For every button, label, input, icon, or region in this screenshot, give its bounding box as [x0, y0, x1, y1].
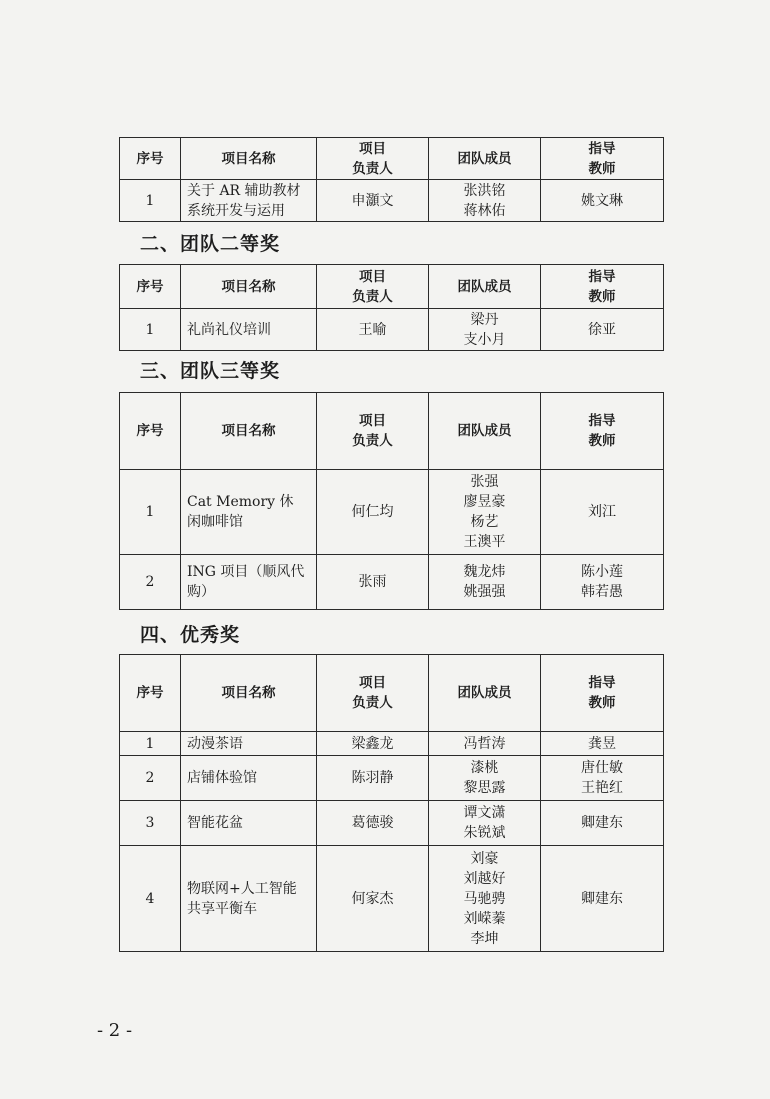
- cell-advisor: 唐仕敏 王艳红: [541, 756, 664, 801]
- cell-advisor: 徐亚: [541, 309, 664, 351]
- cell-advisor: 刘江: [541, 470, 664, 555]
- table-header-row: [120, 655, 664, 732]
- cell-project-name: 关于 AR 辅助教材 系统开发与运用: [181, 180, 317, 222]
- cell-index: 1: [120, 309, 181, 351]
- cell-project-name: 动漫茶语: [181, 732, 317, 756]
- header-index: 序号: [120, 265, 181, 309]
- cell-members: 谭文潇 朱锐斌: [429, 801, 541, 846]
- header-index: 序号: [120, 393, 181, 470]
- cell-leader: 陈羽静: [317, 756, 429, 801]
- third-prize-table: [119, 392, 664, 610]
- header-project-name: 项目名称: [181, 265, 317, 309]
- cell-advisor: 陈小莲 韩若愚: [541, 555, 664, 610]
- cell-index: 3: [120, 801, 181, 846]
- header-project-name: 项目名称: [181, 393, 317, 470]
- cell-project-name: 智能花盆: [181, 801, 317, 846]
- cell-project-name: 店铺体验馆: [181, 756, 317, 801]
- header-members: 团队成员: [429, 265, 541, 309]
- header-advisor: 指导 教师: [541, 393, 664, 470]
- table-header-row: [120, 265, 664, 309]
- cell-leader: 何家杰: [317, 846, 429, 952]
- cell-project-name: ING 项目（顺风代 购）: [181, 555, 317, 610]
- cell-members: 张强 廖昱豪 杨艺 王澳平: [429, 470, 541, 555]
- table-header-row: [120, 393, 664, 470]
- header-leader: 项目 负责人: [317, 265, 429, 309]
- cell-project-name: Cat Memory 休 闲咖啡馆: [181, 470, 317, 555]
- table-row: [120, 555, 664, 610]
- first-prize-table: [119, 137, 664, 222]
- cell-index: 1: [120, 470, 181, 555]
- table-row: [120, 732, 664, 756]
- header-project-name: 项目名称: [181, 138, 317, 180]
- cell-advisor: 卿建东: [541, 846, 664, 952]
- table-row: [120, 470, 664, 555]
- header-members: 团队成员: [429, 393, 541, 470]
- cell-leader: 张雨: [317, 555, 429, 610]
- cell-project-name: 礼尚礼仪培训: [181, 309, 317, 351]
- cell-index: 1: [120, 732, 181, 756]
- table-row: [120, 756, 664, 801]
- header-advisor: 指导 教师: [541, 265, 664, 309]
- cell-members: 梁丹 支小月: [429, 309, 541, 351]
- cell-members: 刘豪 刘越好 马驰骋 刘嵘蓁 李坤: [429, 846, 541, 952]
- header-leader: 项目 负责人: [317, 393, 429, 470]
- cell-leader: 申灝文: [317, 180, 429, 222]
- cell-leader: 何仁均: [317, 470, 429, 555]
- second-prize-table: [119, 264, 664, 351]
- cell-members: 魏龙炜 姚强强: [429, 555, 541, 610]
- section-title-excellence-award: 四、优秀奖: [140, 624, 241, 646]
- section-title-third-prize: 三、团队三等奖: [140, 360, 281, 382]
- cell-leader: 葛德骏: [317, 801, 429, 846]
- header-members: 团队成员: [429, 138, 541, 180]
- cell-members: 漆桃 黎思露: [429, 756, 541, 801]
- header-project-name: 项目名称: [181, 655, 317, 732]
- cell-members: 张洪铭 蒋林佑: [429, 180, 541, 222]
- cell-index: 4: [120, 846, 181, 952]
- header-members: 团队成员: [429, 655, 541, 732]
- cell-leader: 王喻: [317, 309, 429, 351]
- cell-index: 1: [120, 180, 181, 222]
- cell-index: 2: [120, 555, 181, 610]
- table-row: [120, 801, 664, 846]
- page-number: - 2 -: [97, 1020, 133, 1041]
- section-title-second-prize: 二、团队二等奖: [140, 233, 281, 255]
- header-advisor: 指导 教师: [541, 138, 664, 180]
- header-leader: 项目 负责人: [317, 138, 429, 180]
- cell-advisor: 姚文琳: [541, 180, 664, 222]
- cell-advisor: 龚昱: [541, 732, 664, 756]
- cell-advisor: 卿建东: [541, 801, 664, 846]
- table-row: [120, 846, 664, 952]
- table-row: [120, 180, 664, 222]
- cell-index: 2: [120, 756, 181, 801]
- table-row: [120, 309, 664, 351]
- header-index: 序号: [120, 138, 181, 180]
- cell-members: 冯哲涛: [429, 732, 541, 756]
- table-header-row: [120, 138, 664, 180]
- cell-leader: 梁鑫龙: [317, 732, 429, 756]
- header-index: 序号: [120, 655, 181, 732]
- header-leader: 项目 负责人: [317, 655, 429, 732]
- header-advisor: 指导 教师: [541, 655, 664, 732]
- excellence-award-table: [119, 654, 664, 952]
- cell-project-name: 物联网+人工智能 共享平衡车: [181, 846, 317, 952]
